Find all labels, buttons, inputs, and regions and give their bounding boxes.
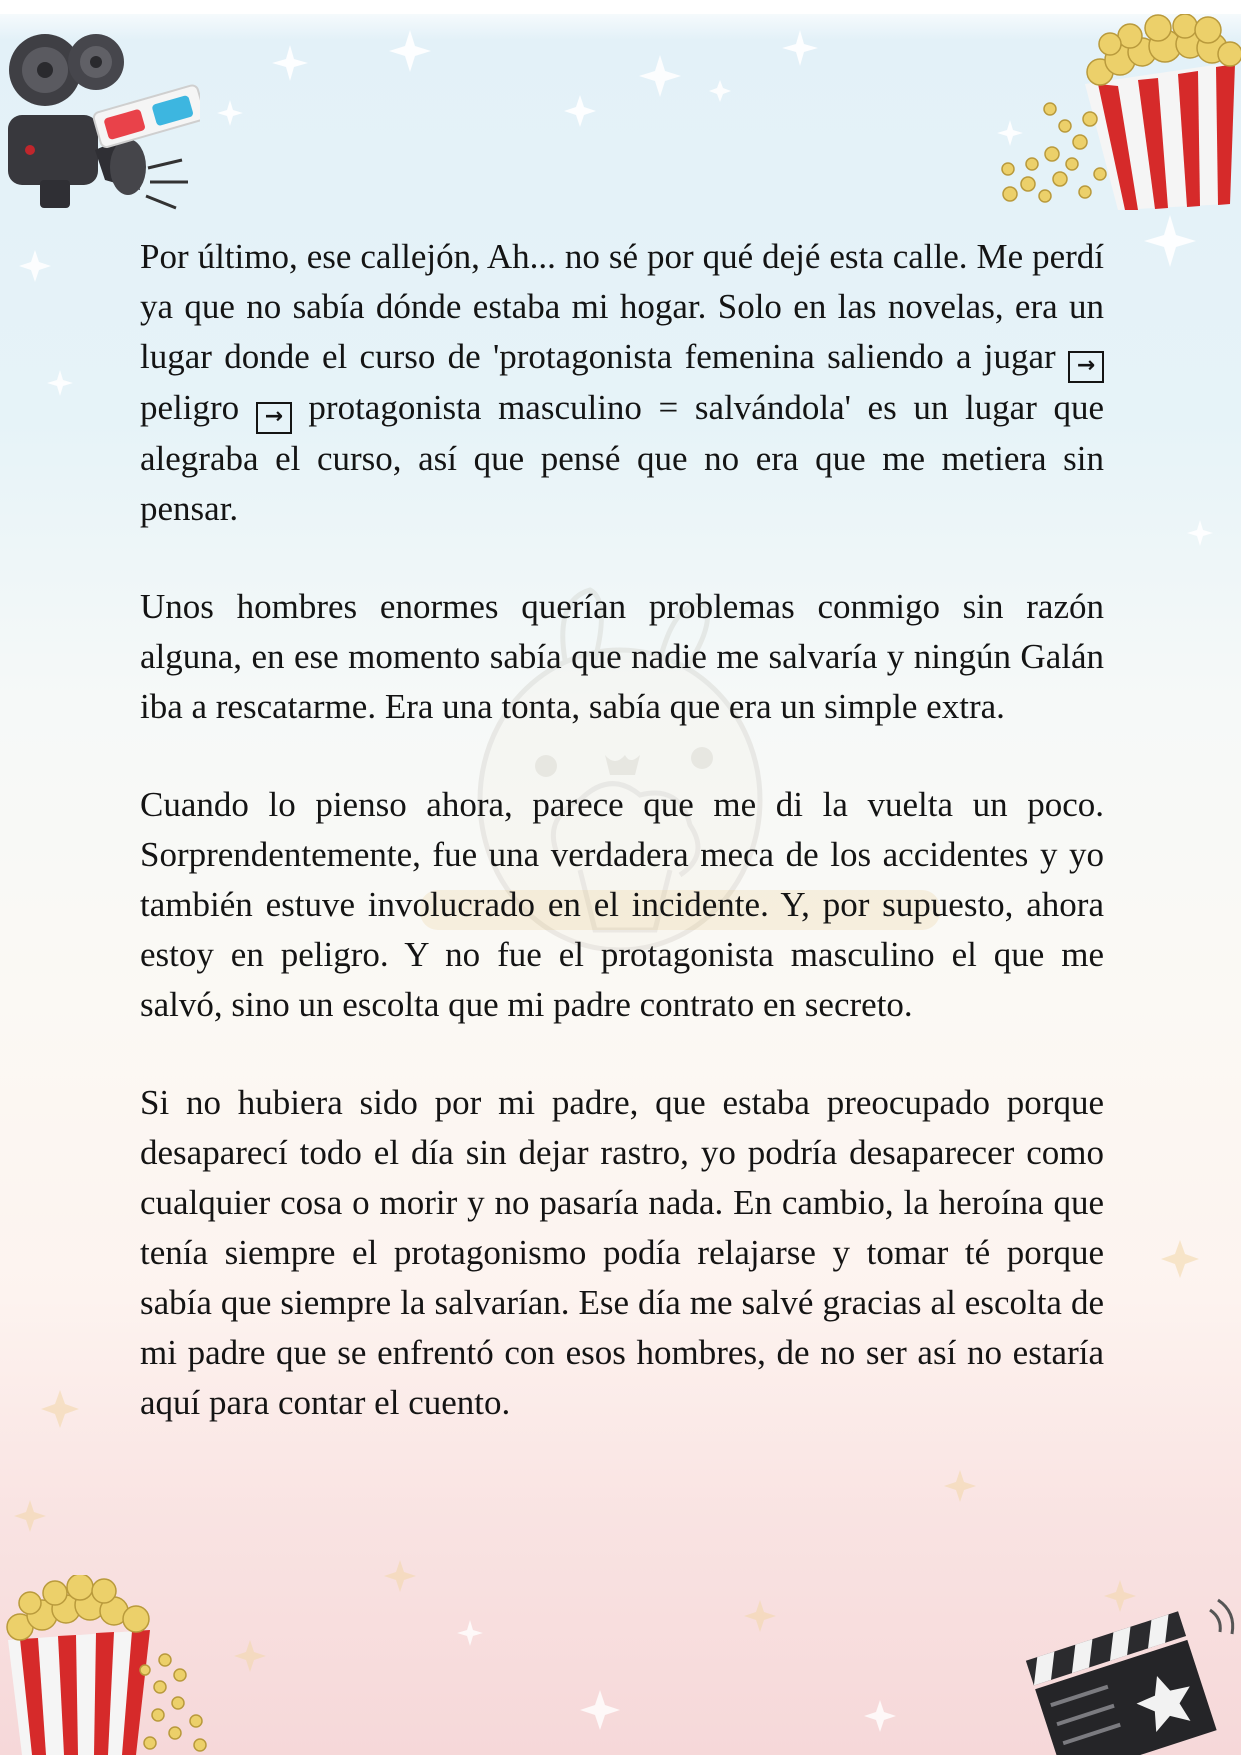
story-text — [140, 232, 1104, 1476]
paragraph-segment: peligro — [140, 388, 240, 427]
popcorn-bucket-icon — [0, 1575, 220, 1755]
film-camera-icon — [0, 20, 200, 230]
arrow-box-icon: → — [256, 402, 292, 434]
paragraph-segment: Por último, ese callejón, Ah... no sé por qué dejé esta calle. Me perdí ya que no sabía dónde estaba mi hogar. Solo en las novelas, era un lugar donde el curso de 'protagonista femenina saliendo a jugar — [140, 237, 1104, 376]
popcorn-bucket-icon — [990, 14, 1241, 214]
paragraph: Si no hubiera sido por mi padre, que estaba preocupado porque desaparecí todo el día sin dejar rastro, yo podría desaparecer como cualquier cosa o morir y no pasaría nada. En cambio, la heroína que tenía siempre el protagonismo podía relajarse y tomar té porque sabía que siempre la salvarían. Ese día me salvé gracias al escolta de mi padre que se enfrentó con esos hombres, de no ser así no estaría aquí para contar el cuento. — [140, 1083, 1104, 1422]
arrow-box-icon: → — [1068, 351, 1104, 383]
clapperboard-icon — [1010, 1590, 1241, 1755]
paragraph: Unos hombres enormes querían problemas conmigo sin razón alguna, en ese momento sabía que nadie me salvaría y ningún Galán iba a rescatarme. Era una tonta, sabía que era un simple extra. — [140, 587, 1104, 726]
paragraph-segment: protagonista masculino = salvándola' es un lugar que alegraba el curso, así que pensé que no era que me metiera sin pensar. — [140, 388, 1105, 528]
paragraph — [140, 232, 1104, 534]
paragraph: Cuando lo pienso ahora, parece que me di la vuelta un poco. Sorprendentemente, fue una verdadera meca de los accidentes y yo también estuve involucrado en el incidente. Y, por supuesto, ahora estoy en peligro. Y no fue el protagonista masculino el que me salvó, sino un escolta que mi padre contrato en secreto. — [140, 785, 1104, 1024]
